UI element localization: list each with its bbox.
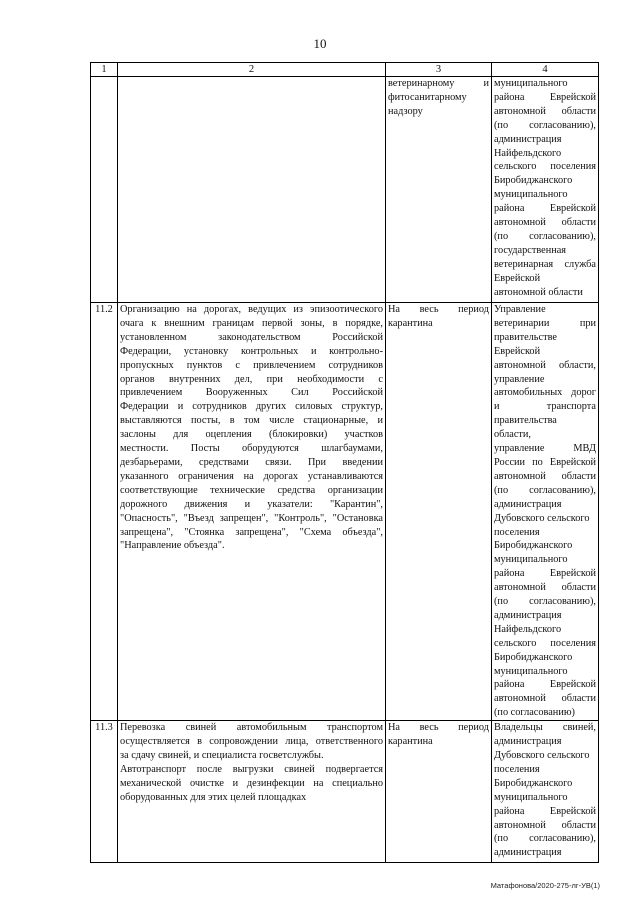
- cell-text-line: Найфельдского: [494, 147, 562, 159]
- cell-text-line: района Еврейской: [494, 91, 596, 103]
- cell-text-line: и транспорта: [494, 401, 596, 413]
- cell-text-line: автономной области: [494, 286, 583, 298]
- cell-text-line: сельского поселения: [494, 161, 596, 173]
- cell-text-line: фитосанитарному: [388, 91, 467, 103]
- cell-text-line: Еврейской: [494, 345, 541, 357]
- cell-text-line: Организацию на дорогах, ведущих из эпизоотического: [120, 304, 383, 315]
- cell-text-line: очага к внешним границам первой зоны, в порядке,: [120, 317, 383, 329]
- cell-text-line: органов внутренних дел, при необходимости с: [120, 373, 383, 385]
- cell-text-line: Биробиджанского: [494, 651, 573, 663]
- cell-text-line: района Еврейской: [494, 568, 596, 580]
- action-cell: [118, 303, 386, 721]
- cell-text-line: автономной области: [494, 582, 596, 594]
- cell-text-line: осуществляется в сопровождении лица, ответственного: [120, 736, 383, 748]
- responsible-cell: [492, 77, 599, 303]
- page-number: 10: [313, 36, 327, 51]
- column-header: 1: [91, 63, 118, 77]
- cell-text-line: пропускных пунктов с привлечением сотрудников: [120, 359, 383, 371]
- cell-text-line: администрация: [494, 609, 562, 621]
- cell-text-line: Биробиджанского: [494, 175, 573, 187]
- cell-text-line: соответствующие технические средства организации: [120, 484, 383, 496]
- cell-text-line: ветеринарному и: [388, 78, 489, 89]
- column-header: 2: [118, 63, 386, 77]
- cell-text-line: района Еврейской: [494, 805, 596, 817]
- measures-table: [90, 62, 599, 863]
- cell-text-line: автономной области: [494, 105, 596, 117]
- cell-text-line: ветеринарии при: [494, 317, 596, 329]
- cell-text-line: области,: [494, 429, 531, 441]
- cell-text-line: механической очистке и дезинфекции на специально: [120, 777, 383, 789]
- cell-text-line: Федерации и сотрудников других силовых структур,: [120, 401, 383, 413]
- cell-text-line: муниципального: [494, 791, 568, 803]
- cell-text-line: (по согласованию): [494, 707, 575, 719]
- cell-text-line: Перевозка свиней автомобильным транспортом: [120, 722, 383, 734]
- cell-text-line: (по согласованию),: [494, 119, 596, 131]
- period-cell: [386, 303, 492, 721]
- cell-text-line: Владельцы свиней,: [494, 722, 596, 734]
- cell-text-line: поселения: [494, 526, 540, 538]
- cell-text-line: (по согласованию),: [494, 596, 596, 608]
- cell-text-line: карантина: [388, 317, 433, 329]
- cell-text-line: (по согласованию),: [494, 230, 596, 242]
- cell-text-line: государственная: [494, 244, 567, 256]
- cell-text-line: сельского поселения: [494, 637, 596, 649]
- cell-text-line: привлечением Вооруженных Сил Российской: [120, 387, 383, 399]
- period-cell: [386, 721, 492, 863]
- table-row: [91, 721, 599, 863]
- cell-text-line: (по согласованию),: [494, 833, 596, 845]
- action-cell: [118, 77, 386, 303]
- cell-text-line: Биробиджанского: [494, 777, 573, 789]
- cell-text-line: правительства: [494, 415, 557, 427]
- table-row: [91, 303, 599, 721]
- cell-text-line: автономной области: [494, 693, 596, 705]
- cell-text-line: Управление: [494, 304, 546, 315]
- table-row: [91, 77, 599, 303]
- responsible-cell: [492, 721, 599, 863]
- cell-text-line: Федерации, установку контрольных и контрольно-: [120, 345, 383, 357]
- cell-text-line: установленном законодательством Российской: [120, 331, 383, 343]
- cell-text-line: муниципального: [494, 78, 568, 89]
- action-cell: [118, 721, 386, 863]
- cell-text-line: автономной области: [494, 217, 596, 229]
- cell-text-line: муниципального: [494, 554, 568, 566]
- period-cell: [386, 77, 492, 303]
- row-number-cell: 11.3: [91, 721, 118, 863]
- cell-text-line: Еврейской: [494, 272, 541, 284]
- cell-text-line: администрация: [494, 133, 562, 145]
- cell-text-line: России по Еврейской: [494, 456, 596, 468]
- column-header: 4: [492, 63, 599, 77]
- cell-text-line: Дубовского сельского: [494, 512, 590, 524]
- cell-text-line: дезбарьерами, средствами связи. При введении: [120, 456, 383, 468]
- cell-text-line: указанного ограничения на дорогах устанавливаются: [120, 470, 383, 482]
- cell-text-line: На весь период: [388, 722, 489, 734]
- cell-text-line: правительстве: [494, 331, 557, 343]
- cell-text-line: муниципального: [494, 189, 568, 201]
- cell-text-line: местности. Посты оборудуются шлагбаумами,: [120, 443, 383, 455]
- responsible-cell: [492, 303, 599, 721]
- cell-text-line: автомобильных дорог: [494, 387, 596, 399]
- cell-text-line: за сдачу свиней, и специалиста госветслужбы.: [120, 750, 324, 761]
- cell-text-line: Найфельдского: [494, 623, 562, 635]
- cell-text-line: Дубовского сельского: [494, 750, 590, 761]
- cell-text-line: администрация: [494, 736, 562, 748]
- cell-text-line: управление МВД: [494, 443, 596, 455]
- cell-text-line: муниципального: [494, 665, 568, 677]
- cell-text-line: Биробиджанского: [494, 540, 573, 552]
- cell-text-line: администрация: [494, 498, 562, 510]
- cell-text-line: оборудованных для этих целей площадках: [120, 791, 307, 803]
- cell-text-line: автономной области,: [494, 359, 596, 371]
- cell-text-line: автономной области: [494, 470, 596, 482]
- cell-text-line: запрещена", "Стоянка запрещена", "Схема объезда",: [120, 526, 383, 538]
- column-header: 3: [386, 63, 492, 77]
- document-code: Матафонова/2020-275-лг-УВ(1): [490, 881, 600, 890]
- cell-text-line: ветеринарная служба: [494, 258, 596, 270]
- cell-text-line: надзору: [388, 105, 423, 117]
- table-header-row: [91, 63, 599, 77]
- cell-text-line: автономной области: [494, 819, 596, 831]
- cell-text-line: Автотранспорт после выгрузки свиней подвергается: [120, 763, 383, 775]
- cell-text-line: дорожного движения и указатели: "Карантин",: [120, 498, 383, 510]
- cell-text-line: района Еврейской: [494, 203, 596, 215]
- cell-text-line: "Опасность", "Въезд запрещен", "Контроль", "Остановка: [120, 512, 383, 524]
- row-number-cell: [91, 77, 118, 303]
- cell-text-line: "Направление объезда".: [120, 540, 225, 552]
- cell-text-line: управление: [494, 373, 545, 385]
- cell-text-line: района Еврейской: [494, 679, 596, 691]
- cell-text-line: поселения: [494, 763, 540, 775]
- cell-text-line: выставляются посты, в том числе стационарные, и: [120, 415, 383, 427]
- cell-text-line: (по согласованию),: [494, 484, 596, 496]
- cell-text-line: администрация: [494, 847, 562, 859]
- row-number-cell: 11.2: [91, 303, 118, 721]
- cell-text-line: заслоны для оцепления (блокировки) участков: [120, 429, 383, 441]
- cell-text-line: На весь период: [388, 304, 489, 315]
- cell-text-line: карантина: [388, 736, 433, 748]
